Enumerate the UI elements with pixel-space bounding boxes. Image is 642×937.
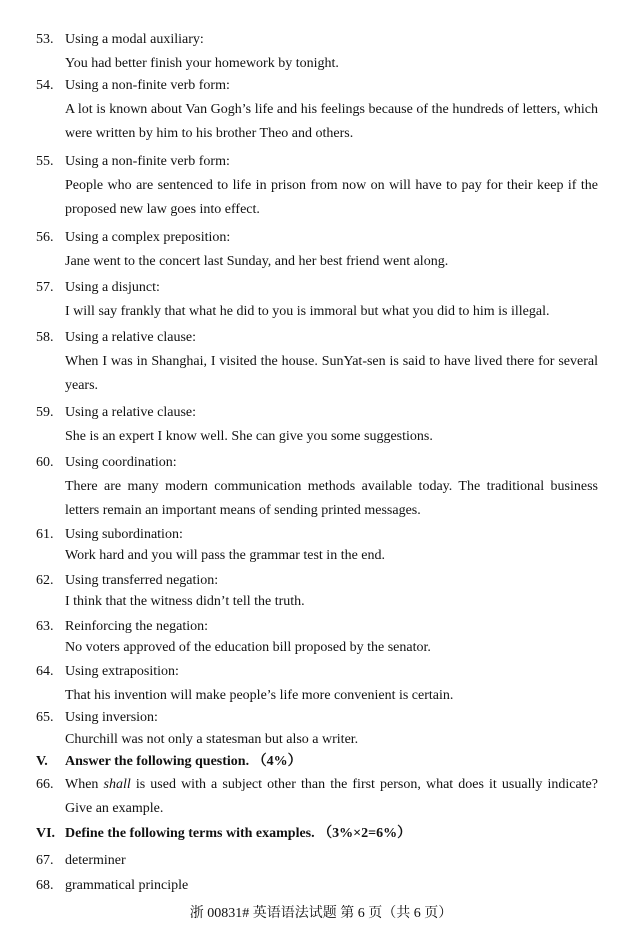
question-sentence: There are many modern communication methods available today. The traditional business letters remain an important means of sending printed messages. — [65, 479, 598, 518]
question-sentence: I think that the witness didn’t tell the truth. — [65, 594, 305, 609]
question-number: 56. — [36, 230, 54, 245]
question-instruction: Using coordination: — [65, 455, 177, 470]
question-number: 63. — [36, 619, 54, 634]
question-instruction: Using a non-finite verb form: — [65, 154, 230, 169]
section-title: Define the following terms with examples. — [65, 826, 315, 841]
term: determiner — [65, 853, 126, 868]
section-title: Answer the following question. — [65, 754, 250, 769]
question-number: 61. — [36, 527, 54, 542]
italic-word: shall — [103, 777, 131, 792]
question-number: 64. — [36, 664, 54, 679]
question-instruction: Using transferred negation: — [65, 573, 219, 588]
question-instruction: Using a relative clause: — [65, 405, 197, 420]
question-sentence: I will say frankly that what he did to you is immoral but what you did to him is illegal. — [65, 304, 550, 319]
question-number: 67. — [36, 853, 54, 868]
question-number: 58. — [36, 330, 54, 345]
section-number: V. — [36, 754, 48, 769]
term: grammatical principle — [65, 878, 189, 893]
question-sentence: No voters approved of the education bill proposed by the senator. — [65, 640, 431, 655]
question-instruction: Using a modal auxiliary: — [65, 32, 204, 47]
question-number: 60. — [36, 455, 54, 470]
question-number: 68. — [36, 878, 54, 893]
question-number: 57. — [36, 280, 54, 295]
question-sentence: Churchill was not only a statesman but also a writer. — [65, 732, 359, 747]
question-sentence: People who are sentenced to life in prison from now on will have to pay for their keep if the proposed new law goes into effect. — [65, 178, 598, 217]
section-score: （3%×2=6%） — [318, 826, 412, 841]
question-number: 65. — [36, 710, 54, 725]
question-sentence: That his invention will make people’s life more convenient is certain. — [65, 688, 454, 703]
page-footer: 浙 00831# 英语语法试题 第 6 页（共 6 页） — [189, 906, 453, 921]
question-instruction: Using a relative clause: — [65, 330, 197, 345]
question-sentence: A lot is known about Van Gogh’s life and his feelings because of the hundreds of letters, which were written by him to his brother Theo and others. — [65, 102, 598, 141]
question-instruction: Using subordination: — [65, 527, 183, 542]
question-instruction: Using inversion: — [65, 710, 158, 725]
question-number: 55. — [36, 154, 54, 169]
question-sentence: Work hard and you will pass the grammar test in the end. — [65, 548, 386, 563]
question-sentence: She is an expert I know well. She can give you some suggestions. — [65, 429, 433, 444]
question-instruction: Using extraposition: — [65, 664, 179, 679]
question-number: 53. — [36, 32, 54, 47]
question-instruction: Using a disjunct: — [65, 280, 160, 295]
question-instruction: Using a complex preposition: — [65, 230, 231, 245]
section-number: VI. — [36, 826, 56, 841]
question-number: 62. — [36, 573, 54, 588]
question-number: 59. — [36, 405, 54, 420]
question-sentence: Jane went to the concert last Sunday, and her best friend went along. — [65, 254, 449, 269]
question-number: 66. — [36, 777, 54, 792]
question-instruction: Using a non-finite verb form: — [65, 78, 230, 93]
section-score: （4%） — [252, 754, 302, 769]
question-instruction: Reinforcing the negation: — [65, 619, 209, 634]
question-text: When shall is used with a subject other than the first person, what does it usually indicate? Give an example. — [65, 777, 598, 816]
question-sentence: When I was in Shanghai, I visited the house. SunYat-sen is said to have lived there for several years. — [65, 354, 598, 393]
question-sentence: You had better finish your homework by tonight. — [65, 56, 339, 71]
question-number: 54. — [36, 78, 54, 93]
